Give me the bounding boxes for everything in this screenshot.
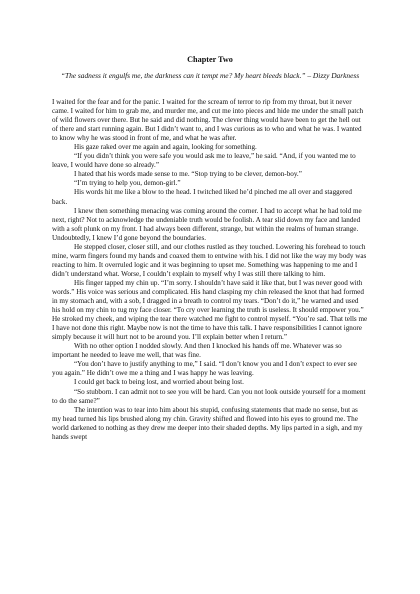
paragraph: He stepped closer, closer still, and our clothes rustled as they touched. Lowering his forehead to touch mine, warm fingers found my hands and coaxed them to entwine with his. I did not like the way my body was reacting to him. It overruled logic and it was beginning to upset me. Something was happening to me and I didn’t understand what. Worse, I couldn’t explain to myself why I was still there talking to him. [52, 242, 367, 278]
chapter-title: Chapter Two [187, 55, 233, 64]
paragraph: I hated that his words made sense to me. “Stop trying to be clever, demon-boy.” [74, 170, 302, 179]
paragraph: The intention was to tear into him about his stupid, confusing statements that made no sense, but as my head turned his lips brushed along my chin. Gravity shifted and flowed into his eyes to ground me. The world darkened to nothing as they drew me deeper into their shaded depths. My lips parted in a sigh, and my hands swept [52, 405, 363, 441]
chapter-body [52, 98, 368, 442]
paragraph: “I’m trying to help you, demon-girl.” [74, 179, 181, 188]
paragraph: His gaze raked over me again and again, looking for something. [74, 143, 257, 152]
paragraph: With no other option I nodded slowly. And then I knocked his hands off me. Whatever was so important he needed to leave me well, that was fine. [52, 342, 342, 360]
paragraph: “You don’t have to justify anything to me,” I said. “I don’t know you and I don’t expect to ever see you again.” He didn’t owe me a thing and I was happy he was leaving. [52, 360, 357, 378]
paragraph: I could get back to being lost, and worried about being lost. [74, 378, 244, 387]
paragraph: I knew then something menacing was coming around the corner. I had to accept what he had told me next, right? Not to acknowledge the undeniable truth would be foolish. A tear slid down my face and landed with a soft plunk on my front. I had always been different, strange, but within the realms of human strange. Undoubtedly, I knew I’d gone beyond the boundaries. [52, 206, 362, 242]
paragraph: His words hit me like a blow to the head. I twitched liked he’d pinched me all over and staggered back. [52, 188, 353, 206]
paragraph: “So stubborn. I can admit not to see you will be hard. Can you not look outside yourself for a moment to do the same?” [52, 387, 366, 405]
paragraph: I waited for the fear and for the panic. I waited for the scream of terror to rip from my throat, but it never came. I waited for him to grab me, and murder me, and cut me into pieces and hide me under the small patch of wild flowers over there. But he said and did nothing. The clever thing would have been to get the hell out of there and start running again. But I didn’t want to, and I was curious as to who and what he was. I wanted to know why he was stood in front of me, and what he was after. [52, 98, 364, 143]
chapter-epigraph: “The sadness it engulfs me, the darkness can it tempt me? My heart bleeds black.” – Dizzy Darkness [60, 71, 360, 80]
paragraph: His finger tapped my chin up. “I’m sorry. I shouldn’t have said it like that, but I was never good with words.” His voice was serious and complicated. His hand clasping my chin released the knot that had formed in my stomach and, with a sob, I dragged in a breath to control my tears. “Don’t do it,” he warned and used his hold on my chin to tug my face closer. “To cry over learning the truth is useless. It should empower you.” He stroked my cheek, and wiping the tear there watched me fight to control myself. “You’re sad. That tells me I have not done this right. Maybe now is not the time to have this talk. I have responsibilities I cannot ignore simply because it will hurt not to be around you. I’ll explain better when I return.” [52, 278, 368, 342]
paragraph: “If you didn’t think you were safe you would ask me to leave,” he said. “And, if you wanted me to leave, I would have done so already.” [52, 152, 356, 170]
